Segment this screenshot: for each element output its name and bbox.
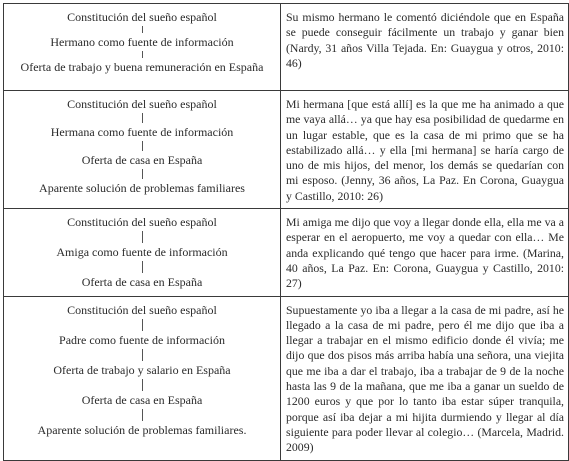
quote-cell: [281, 296, 569, 460]
flow-step: Oferta de trabajo y buena remuneración en España: [20, 60, 264, 74]
testimony-quote: Supuestamente yo iba a llegar a la casa de mi padre, así he llegado a la casa de mi padre, pero él me dijo que iba a llegar a trabajar en el mismo edificio donde él vivía; me dijo que dos pisos más arriba había una señora, una viejita que me iba a dar el trabajo, iba a trabajar de 9 de la noche hasta las 9 de la mañana, que me iba a ganar un sueldo de 1200 euros y que por lo tanto iba estar súper tranquila, porque así iba dejar a mi hijita durmiendo y llegar al día siguiente para poder llevar al colegio… (Marcela, Madrid. 2009): [286, 302, 564, 455]
flow-connector: [142, 169, 143, 179]
quote-cell: [281, 4, 569, 91]
flow-connector: [142, 113, 143, 123]
flow-connector: [142, 349, 143, 361]
flow-diagram: [4, 91, 280, 195]
table-row: [4, 91, 569, 209]
flow-diagram: [4, 4, 280, 74]
flow-step: Constitución del sueño español: [67, 97, 217, 111]
flow-step: Oferta de casa en España: [81, 153, 203, 167]
quote-cell: [281, 91, 569, 209]
testimony-quote: Mi hermana [que está allí] es la que me ha animado a que me vaya allá… ya que hay esa posibilidad de quedarme en un lugar estable, que es la casa de mi primo que se ha estabilizado allá… y ella [mi hermana] se haría cargo de uno de mis hijos, del menor, los demás se quedarían con mi esposo. (Jenny, 36 años, La Paz. En Corona, Guaygua y Castillo, 2010: 26): [286, 97, 564, 203]
flow-step: Aparente solución de problemas familiares: [39, 181, 245, 195]
flow-connector: [142, 26, 143, 33]
testimony-table: [3, 3, 569, 461]
flow-step: Aparente solución de problemas familiares.: [37, 422, 247, 437]
flow-diagram: [4, 209, 280, 289]
flow-connector: [142, 409, 143, 421]
flow-diagram: [4, 297, 280, 437]
flow-step: Constitución del sueño español: [67, 215, 217, 230]
flow-step: Oferta de casa en España: [81, 275, 203, 290]
flow-connector: [142, 261, 143, 273]
testimony-quote: Mi amiga me dijo que voy a llegar donde ella, ella me va a esperar en el aeropuerto, me voy a quedar con ella… Me anda explicando qué tengo que hacer para irme. (Marina, 40 años, La Paz. En: Corona, Guaygua y Castillo, 2010: 27): [286, 215, 564, 291]
flow-step: Constitución del sueño español: [67, 302, 217, 317]
flow-cell: [4, 209, 281, 296]
flow-step: Oferta de trabajo y salario en España: [53, 362, 231, 377]
flow-connector: [142, 141, 143, 151]
flow-step: Hermana como fuente de información: [50, 125, 234, 139]
flow-connector: [142, 51, 143, 58]
flow-step: Amiga como fuente de información: [56, 245, 228, 260]
testimony-quote: Su mismo hermano le comentó diciéndole que en España se puede conseguir fácilmente un trabajo y ganar bien (Nardy, 31 años Villa Tejada. En: Guaygua y otros, 2010: 46): [286, 10, 564, 70]
table-row: [4, 209, 569, 296]
flow-connector: [142, 379, 143, 391]
table-row: [4, 4, 569, 91]
table-row: [4, 296, 569, 460]
flow-step: Oferta de casa en España: [81, 392, 203, 407]
flow-cell: [4, 4, 281, 91]
flow-cell: [4, 296, 281, 460]
flow-connector: [142, 319, 143, 331]
quote-cell: [281, 209, 569, 296]
flow-cell: [4, 91, 281, 209]
flow-connector: [142, 231, 143, 243]
flow-step: Hermano como fuente de información: [50, 35, 234, 49]
flow-step: Padre como fuente de información: [59, 332, 225, 347]
flow-step: Constitución del sueño español: [67, 10, 217, 24]
